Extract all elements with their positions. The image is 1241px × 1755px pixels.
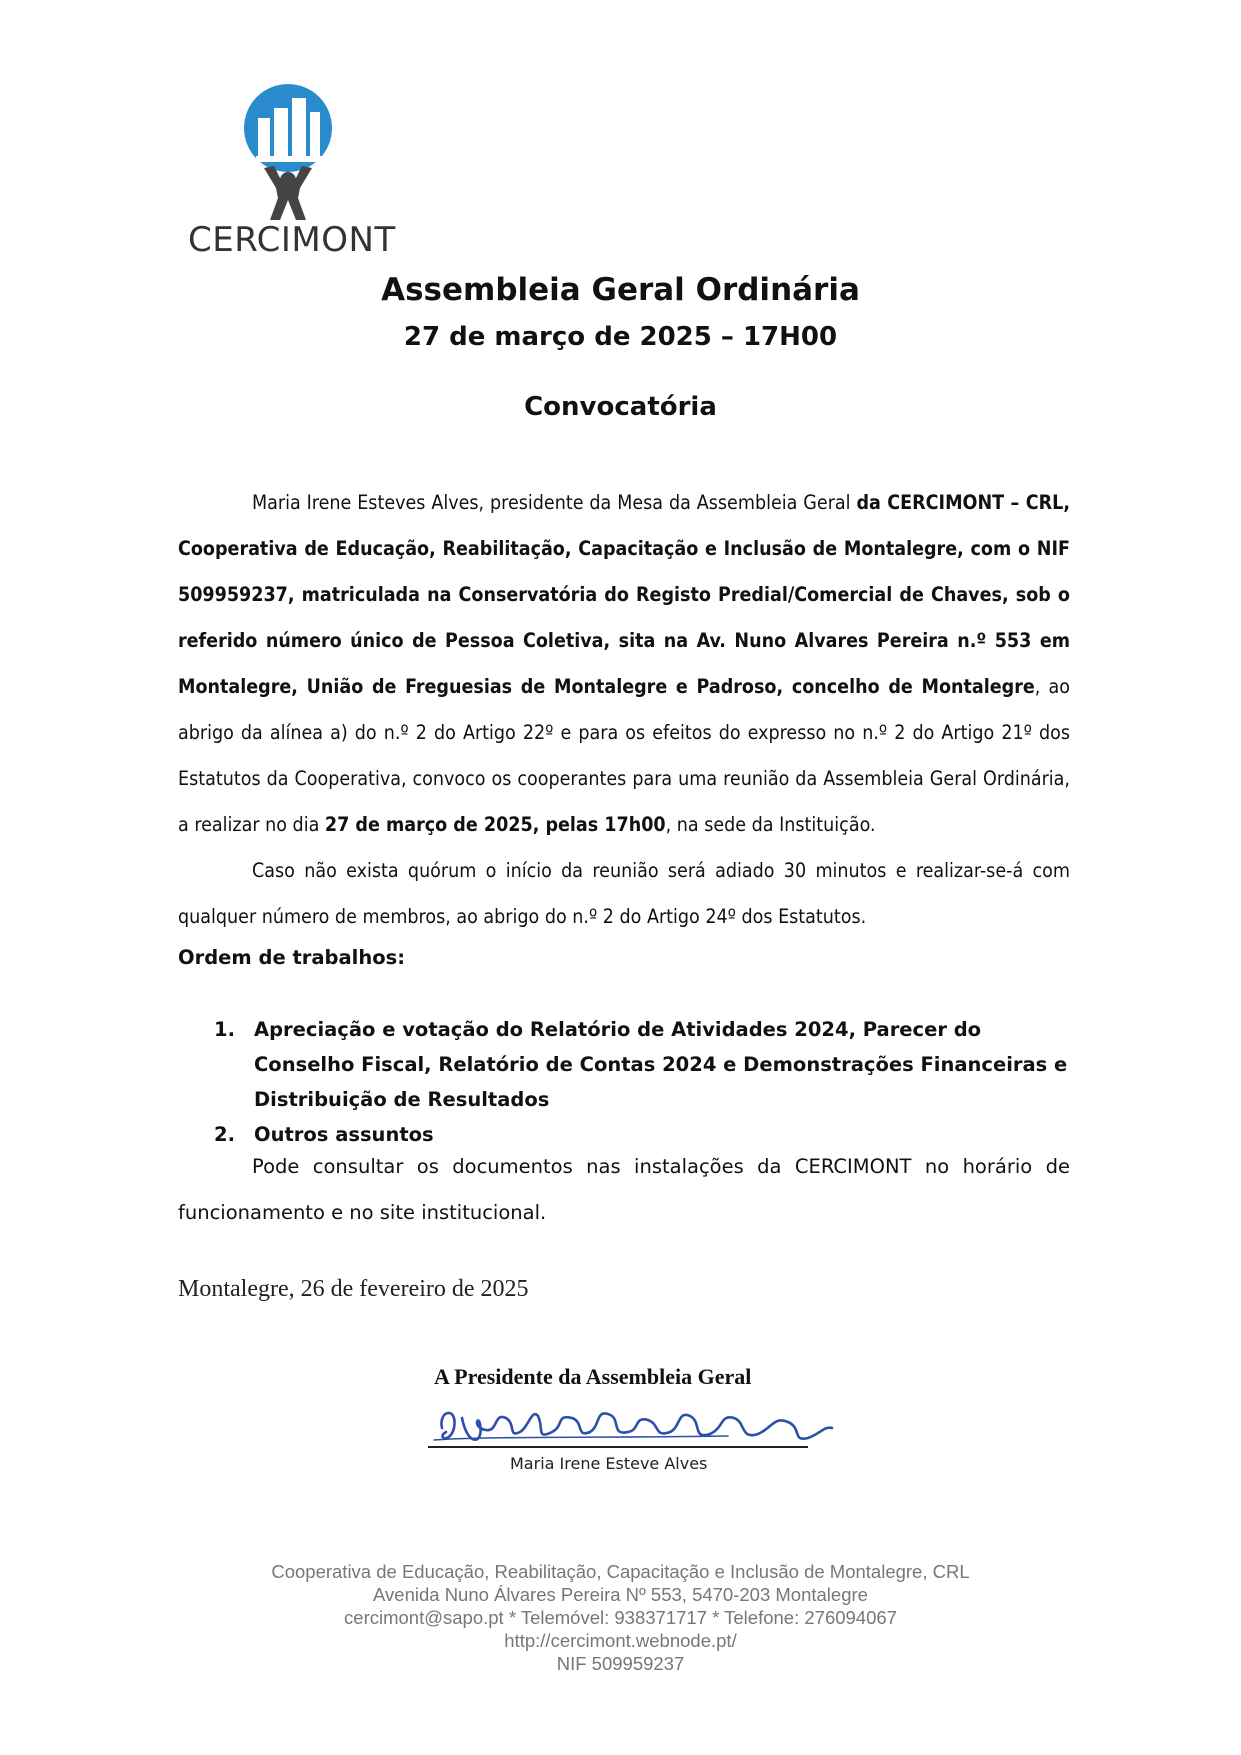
signature-title: A Presidente da Assembleia Geral [434,1364,752,1389]
paragraph-convocation [178,480,1070,848]
footer-organization: Cooperativa de Educação, Reabilitação, Capacitação e Inclusão de Montalegre, CRL [271,1561,970,1582]
paragraph-text: Maria Irene Esteves Alves, presidente da Mesa da Assembleia Geral [252,491,857,514]
footer-nif: NIF 509959237 [556,1653,685,1674]
footer-address: Avenida Nuno Álvares Pereira Nº 553, 5470-203 Montalegre [373,1584,868,1605]
logo-figure-icon [236,82,340,222]
cooperative-identification: da CERCIMONT – CRL, Cooperativa de Educação, Reabilitação, Capacitação e Inclusão de Montalegre, com o NIF 509959237, matriculada na Conservatória do Registo Predial/Comercial de Chaves, sob o referido número único de Pessoa Coletiva, sita na Av. Nuno Alvares Pereira n.º 553 em Montalegre, União de Freguesias de Montalegre e Padroso, concelho de Montalegre [178,491,1070,698]
agenda-item-number: 1. [214,1018,235,1041]
closing-paragraph: Pode consultar os documentos nas instalações da CERCIMONT no horário de funcionamento e no site institucional. [178,1155,1070,1224]
agenda-item [178,1012,1070,1117]
paragraph-text: , ao abrigo da alínea a) do n.º 2 do Artigo 22º e para os efeitos do expresso no n.º 2 do Artigo 21º dos Estatutos da Cooperativa, convoco os cooperantes para uma reunião da Assembleia Geral Ordinária, a realizar no dia [178,675,1070,836]
signatory-name: Maria Irene Esteve Alves [510,1454,708,1473]
cercimont-logo [188,82,396,262]
paragraph-text: , na sede da Instituição. [665,813,876,836]
page-title: Assembleia Geral Ordinária [381,272,860,308]
paragraph-quorum: Caso não exista quórum o início da reunião será adiado 30 minutos e realizar-se-á com qualquer número de membros, ao abrigo do n.º 2 do Artigo 24º dos Estatutos. [178,859,1070,928]
agenda-item-text: Outros assuntos [254,1123,434,1146]
agenda-title: Ordem de trabalhos: [178,946,406,969]
footer-contacts: cercimont@sapo.pt * Telemóvel: 938371717 * Telefone: 276094067 [344,1607,897,1628]
signature-line [428,1446,808,1448]
document-subtitle: Convocatória [524,392,717,422]
agenda-list [178,1012,1070,1152]
convocation-body [178,480,1070,940]
place-date: Montalegre, 26 de fevereiro de 2025 [178,1276,529,1302]
footer-website: http://cercimont.webnode.pt/ [504,1630,737,1651]
agenda-item-number: 2. [214,1123,235,1146]
closing-block [178,1144,1070,1236]
agenda-item-text: Apreciação e votação do Relatório de Atividades 2024, Parecer do Conselho Fiscal, Relatório de Contas 2024 e Demonstrações Financeiras e Distribuição de Resultados [254,1018,1068,1111]
logo-wordmark: CERCIMONT [188,220,396,260]
meeting-date-bold: 27 de março de 2025, pelas 17h00 [324,813,666,836]
page-footer [0,1560,1241,1675]
meeting-datetime: 27 de março de 2025 – 17H00 [403,322,838,352]
